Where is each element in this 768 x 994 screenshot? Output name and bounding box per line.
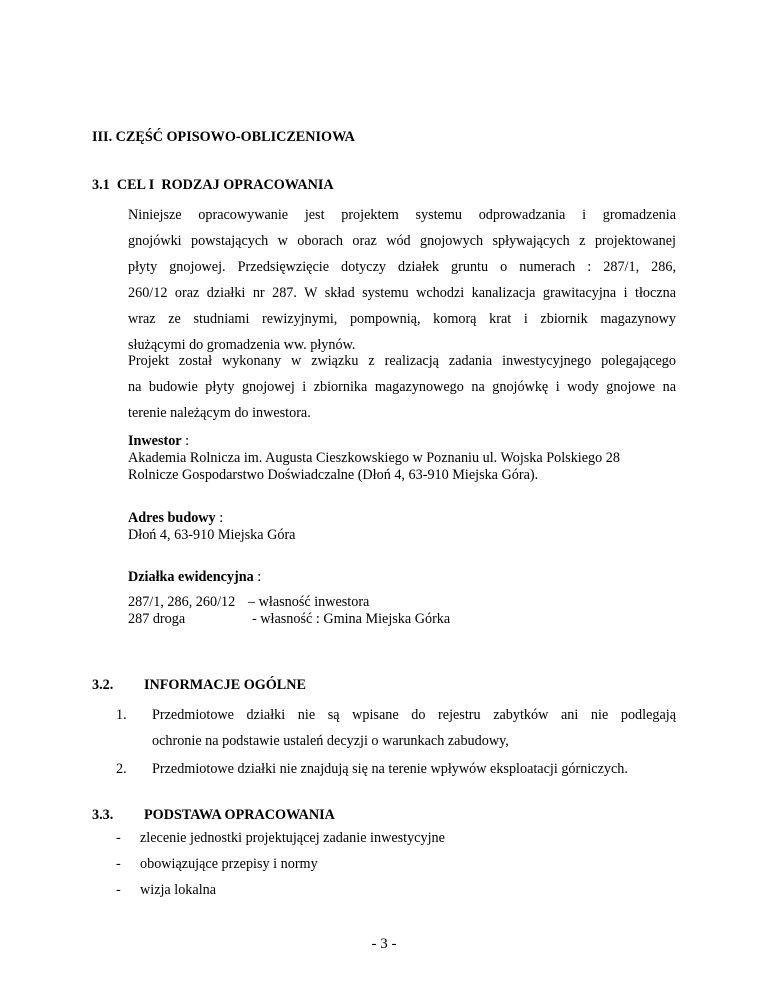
paragraph-line: płyty gnojowej. Przedsięwzięcie dotyczy działek gruntu o numerach : 287/1, 286, — [128, 259, 676, 275]
section-3-3-number: 3.3. — [92, 807, 114, 823]
plot-id: 287 droga — [128, 611, 186, 627]
bullet: - — [116, 830, 121, 846]
section-3-1-paragraph-2 — [128, 348, 676, 426]
main-heading: III. CZĘŚĆ OPISOWO-OBLICZENIOWA — [92, 129, 355, 145]
address-label: Adres budowy — [128, 510, 216, 526]
section-3-2-item-2: Przedmiotowe działki nie znajdują się na terenie wpływów eksploatacji górniczych. — [152, 761, 628, 777]
section-3-2-title: INFORMACJE OGÓLNE — [144, 677, 306, 693]
paragraph-line: na budowie płyty gnojowej i zbiornika magazynowego na gnojówkę i wody gnojowe na — [128, 379, 676, 395]
list-number: 1. — [116, 707, 127, 723]
plot-desc: - własność : Gmina Miejska Górka — [252, 611, 451, 627]
section-title: CEL I RODZAJ OPRACOWANIA — [116, 177, 334, 193]
paragraph-line: Niniejsze opracowywanie jest projektem systemu odprowadzania i gromadzenia — [128, 207, 676, 223]
section-3-3-title: PODSTAWA OPRACOWANIA — [144, 807, 335, 823]
page-number: - 3 - — [371, 936, 397, 952]
plot-label-line: Działka ewidencyjna : — [128, 569, 262, 585]
basis-item: obowiązujące przepisy i normy — [140, 856, 318, 872]
bullet: - — [116, 882, 121, 898]
paragraph-line: terenie należącym do inwestora. — [128, 405, 311, 421]
plot-table — [128, 594, 450, 628]
section-3-1-paragraph-1 — [128, 202, 676, 358]
plot-desc: – własność inwestora — [248, 594, 370, 610]
paragraph-line: 260/12 oraz działki nr 287. W skład systemu wchodzi kanalizacja grawitacyjna i tłoczna — [128, 285, 676, 301]
list-item-line: Przedmiotowe działki nie są wpisane do rejestru zabytków ani nie podlegają — [152, 707, 676, 723]
list-item-line: ochronie na podstawie ustaleń decyzji o warunkach zabudowy, — [152, 733, 509, 749]
section-3-2-number: 3.2. — [92, 677, 114, 693]
plot-row — [128, 611, 450, 628]
section-3-1-heading — [92, 177, 334, 194]
basis-item: zlecenie jednostki projektującej zadanie inwestycyjne — [140, 830, 445, 846]
paragraph-line: wraz ze studniami rewizyjnymi, pompownią, komorą krat i zbiornik magazynowy — [128, 311, 676, 327]
paragraph-line: gnojówki powstających w oborach oraz wód gnojowych spływających z projektowanej — [128, 233, 676, 249]
investor-block: Inwestor : Akademia Rolnicza im. Augusta Cieszkowskiego w Poznaniu ul. Wojska Polskiego 28 Rolnicze Gospodarstwo Doświadczalne (Dłoń 4, 63-910 Miejska Góra). — [128, 433, 620, 483]
basis-item: wizja lokalna — [140, 882, 217, 898]
investor-line: Rolnicze Gospodarstwo Doświadczalne (Dłoń 4, 63-910 Miejska Góra). — [128, 467, 539, 483]
plot-label: Działka ewidencyjna — [128, 569, 254, 585]
investor-line: Akademia Rolnicza im. Augusta Cieszkowskiego w Poznaniu ul. Wojska Polskiego 28 — [128, 450, 620, 466]
section-3-2-item-1 — [152, 702, 676, 754]
bullet: - — [116, 856, 121, 872]
section-number: 3.1 — [92, 177, 110, 193]
paragraph-line: służącymi do gromadzenia ww. płynów. — [128, 337, 356, 353]
plot-row — [128, 594, 450, 611]
address-value: Dłoń 4, 63-910 Miejska Góra — [128, 527, 296, 543]
list-number: 2. — [116, 761, 127, 777]
investor-label: Inwestor — [128, 433, 182, 449]
paragraph-line: Projekt został wykonany w związku z realizacją zadania inwestycyjnego polegającego — [128, 353, 676, 369]
address-block: Adres budowy : Dłoń 4, 63-910 Miejska Góra — [128, 510, 296, 543]
plot-id: 287/1, 286, 260/12 — [128, 594, 236, 610]
